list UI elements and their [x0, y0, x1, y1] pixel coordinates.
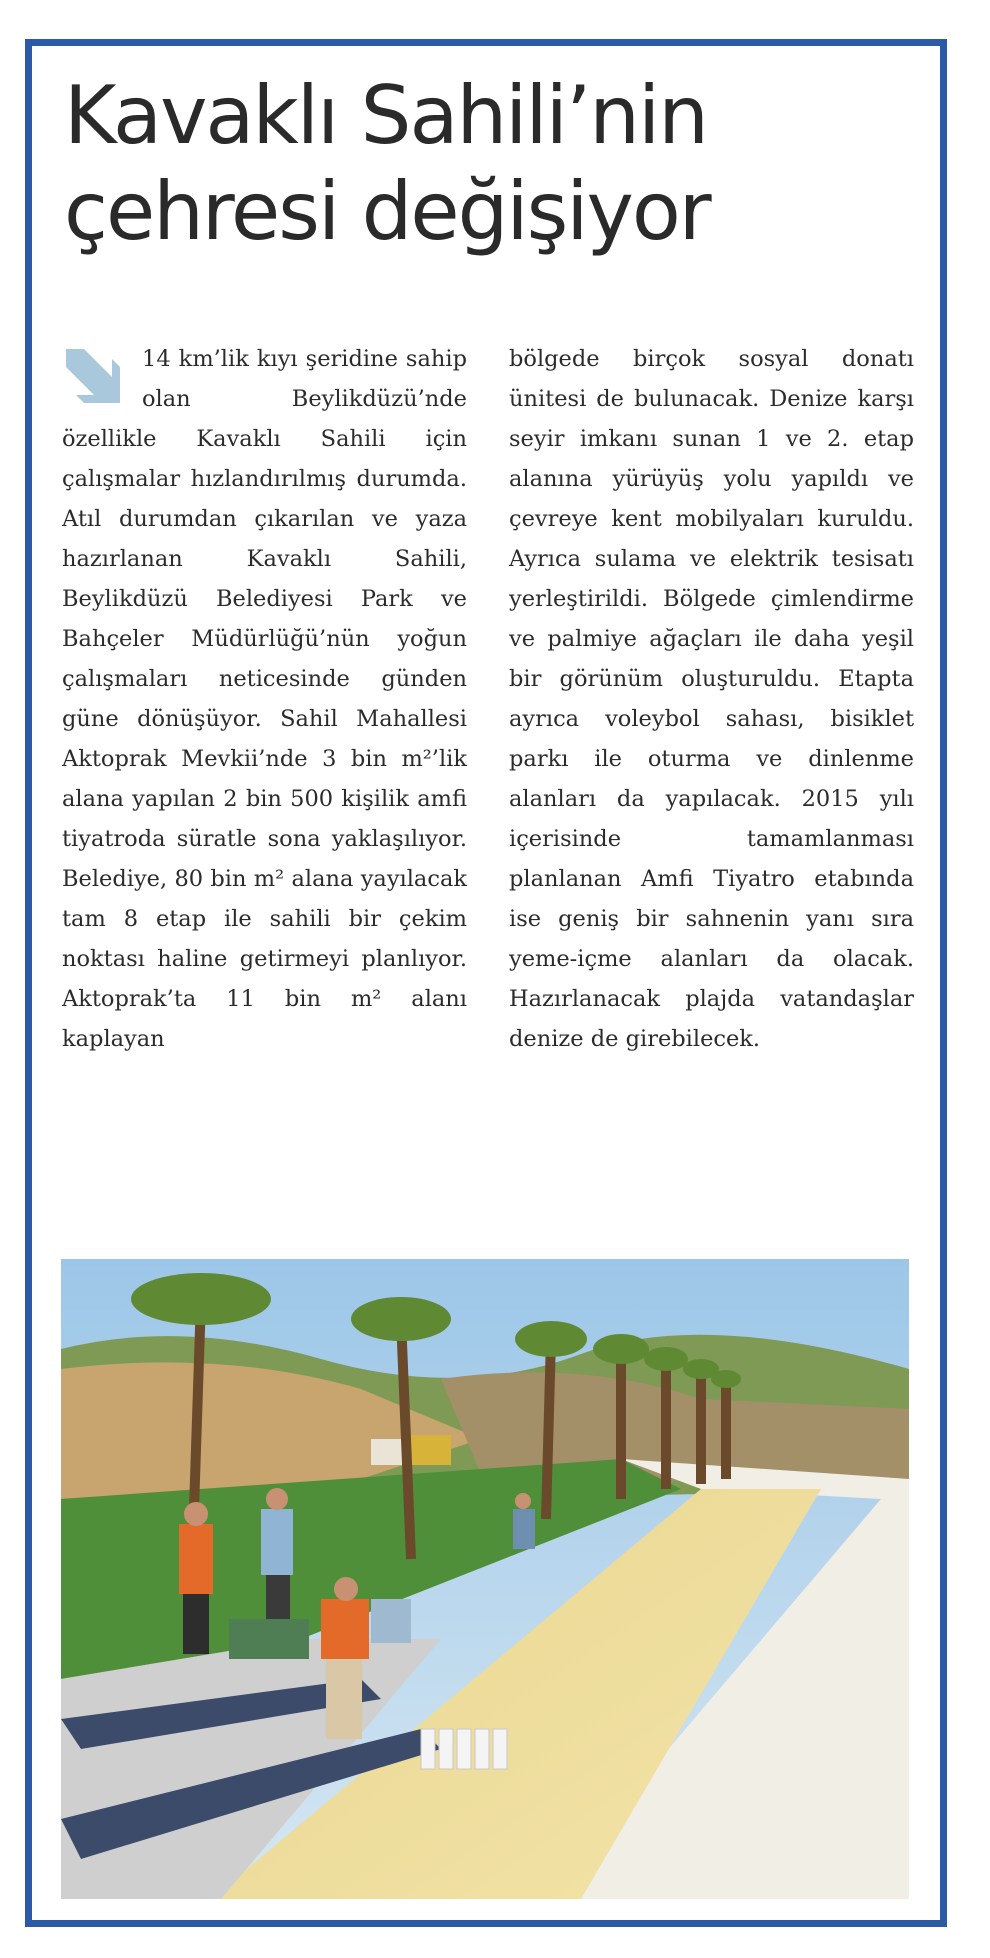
- article-column-right: [509, 339, 914, 1059]
- article-photo: [61, 1259, 909, 1899]
- article-frame: [25, 39, 947, 1927]
- headline-line-1: Kavaklı Sahili’nin: [64, 69, 707, 162]
- article-column-left: [62, 339, 467, 1059]
- article-text-right: bölgede birçok sosyal donatı ünitesi de bulunacak. Denize karşı seyir imkanı sunan 1 ve 2. etap alanına yürüyüş yolu yapıldı ve çevreye kent mobilyaları kuruldu. Ayrıca sulama ve elektrik tesisatı yerleştirildi. Bölgede çimlendirme ve palmiye ağaçları ile daha yeşil bir görünüm oluşturuldu. Etapta ayrıca voleybol sahası, bisiklet parkı ile oturma ve dinlenme alanları da yapılacak. 2015 yılı içerisinde tamamlanması planlanan Amfi Tiyatro etabında ise geniş bir sahnenin yanı sıra yeme-içme alanları da olacak. Hazırlanacak plajda vatandaşlar denize de girebilecek.: [509, 346, 914, 1052]
- article-text-left: 14 km’lik kıyı şeridine sahip olan Beylikdüzü’nde özellikle Kavaklı Sahili için çalışmalar hızlandırılmış durumda. Atıl durumdan çıkarılan ve yaza hazırlanan Kavaklı Sahili, Beylikdüzü Belediyesi Park ve Bahçeler Müdürlüğü’nün yoğun çalışmaları neticesinde günden güne dönüşüyor. Sahil Mahallesi Aktoprak Mevkii’nde 3 bin m²’lik alana yapılan 2 bin 500 kişilik amfi tiyatroda süratle sona yaklaşılıyor. Belediye, 80 bin m² alana yayılacak tam 8 etap ile sahili bir çekim noktası haline getirmeyi planlıyor. Aktoprak’ta 11 bin m² alanı kaplayan: [62, 346, 467, 1052]
- headline: [64, 68, 924, 260]
- headline-line-2: çehresi değişiyor: [64, 165, 710, 258]
- beach-promenade-photo: [61, 1259, 909, 1899]
- arrow-down-right-icon: [62, 345, 124, 407]
